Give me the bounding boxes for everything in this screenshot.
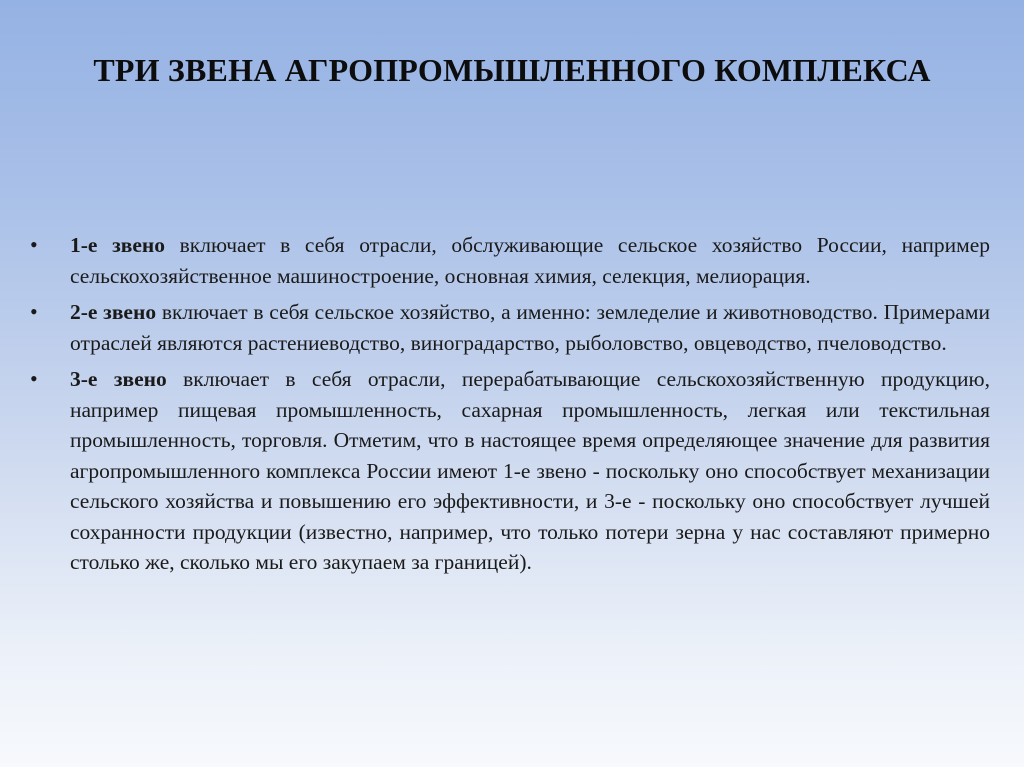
bullet-item-3	[30, 364, 990, 578]
bullet-body-1: включает в себя отрасли, обслуживающие сельское хозяйство России, например сельскохозяйственное машиностроение, основная химия, селекция, мелиорация.	[70, 233, 990, 288]
bullet-body-2: включает в себя сельское хозяйство, а именно: земледелие и животноводство. Примерами отраслей являются растениеводство, виноградарство, рыболовство, овцеводство, пчеловодство.	[70, 300, 990, 355]
bullet-text-3	[70, 364, 990, 578]
slide-title: ТРИ ЗВЕНА АГРОПРОМЫШЛЕННОГО КОМПЛЕКСА	[93, 52, 931, 88]
bullet-icon: •	[30, 299, 38, 324]
bullet-icon: •	[30, 232, 38, 257]
bullet-icon: •	[30, 366, 38, 391]
bullet-text-2	[70, 297, 990, 358]
bullet-list	[30, 230, 990, 584]
bullet-item-2	[30, 297, 990, 358]
bullet-term-3: 3-е звено	[70, 367, 167, 391]
bullet-term-1: 1-е звено	[70, 233, 166, 257]
bullet-item-1	[30, 230, 990, 291]
bullet-term-2: 2-е звено	[70, 300, 157, 324]
bullet-body-3: включает в себя отрасли, перерабатывающие сельскохозяйственную продукцию, например пищевая промышленность, сахарная промышленность, легкая или текстильная промышленность, торговля. Отметим, что в настоящее время определяющее значение для развития агропромышленного комплекса России имеют 1-е звено - поскольку оно способствует механизации сельского хозяйства и повышению его эффективности, и 3-е - поскольку оно способствует лучшей сохранности продукции (известно, например, что только потери зерна у нас составляют примерно столько же, сколько мы его закупаем за границей).	[70, 367, 990, 574]
bullet-text-1	[70, 230, 990, 291]
